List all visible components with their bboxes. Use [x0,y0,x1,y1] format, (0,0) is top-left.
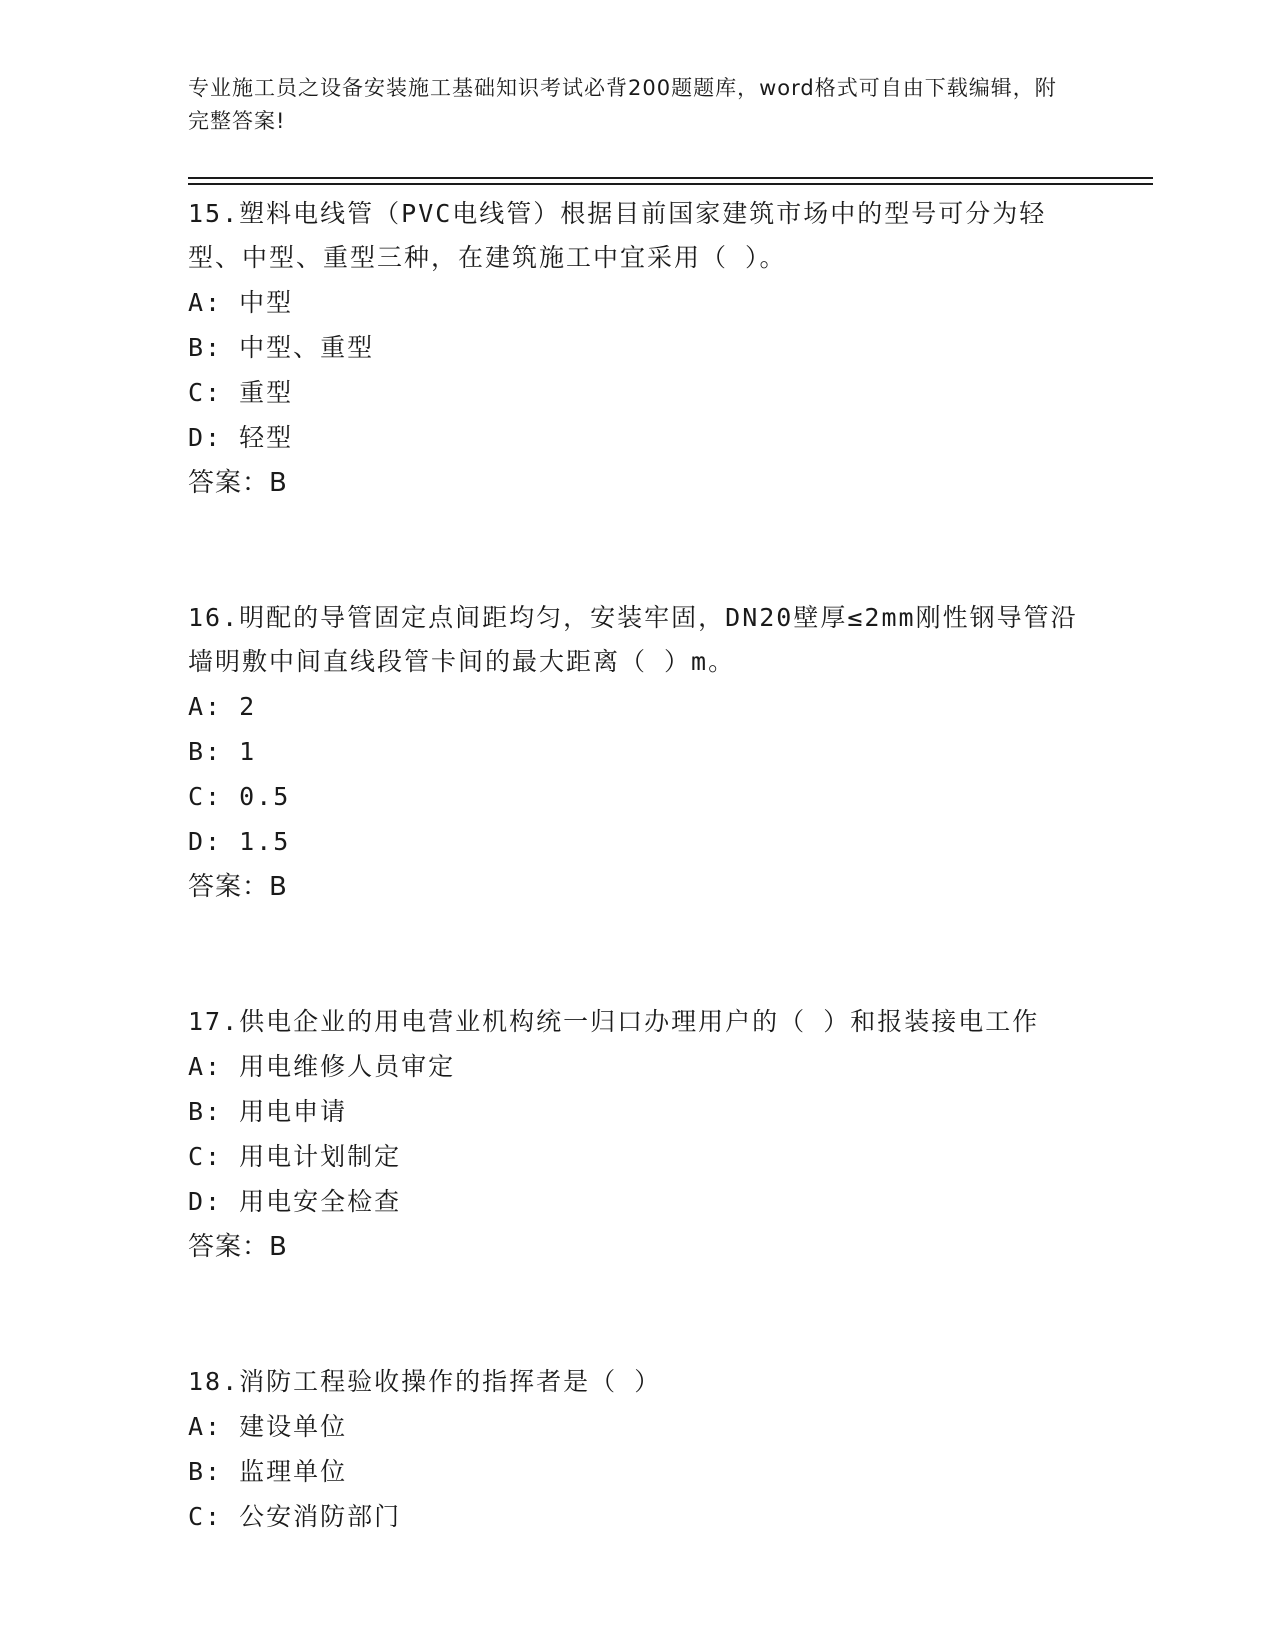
option-c: C: 重型 [188,378,294,407]
option-b: B: 1 [188,737,257,766]
question-item [188,1000,1088,1270]
question-text: 18.消防工程验收操作的指挥者是（ ） [188,1367,662,1396]
document-header: 专业施工员之设备安装施工基础知识考试必背200题题库，word格式可自由下载编辑，附完整答案! [188,76,1057,133]
option-d: D: 轻型 [188,423,294,452]
header-divider-top [188,177,1153,179]
option-b: B: 用电申请 [188,1097,348,1126]
option-d: D: 用电安全检查 [188,1187,402,1216]
question-text: 16.明配的导管固定点间距均匀，安装牢固，DN20壁厚≤2mm刚性钢导管沿墙明敷中间直线段管卡间的最大距离（ ）m。 [188,603,1078,676]
option-b: B: 中型、重型 [188,333,375,362]
option-c: C: 用电计划制定 [188,1142,402,1171]
question-item [188,596,1088,910]
question-text: 17.供电企业的用电营业机构统一归口办理用户的（ ）和报装接电工作 [188,1007,1040,1036]
option-c: C: 公安消防部门 [188,1502,402,1531]
option-a: A: 2 [188,692,257,721]
option-a: A: 建设单位 [188,1412,348,1441]
question-list [188,188,1088,1539]
answer-text: 答案：B [188,468,288,498]
question-text: 15.塑料电线管（PVC电线管）根据目前国家建筑市场中的型号可分为轻型、中型、重型三种，在建筑施工中宜采用（ ）。 [188,199,1047,272]
question-item [188,1360,1088,1539]
option-a: A: 中型 [188,288,294,317]
answer-text: 答案：B [188,872,288,902]
answer-text: 答案：B [188,1232,288,1262]
option-d: D: 1.5 [188,827,291,856]
option-a: A: 用电维修人员审定 [188,1052,456,1081]
header-divider-bottom [188,183,1153,185]
question-item [188,192,1088,506]
option-c: C: 0.5 [188,782,291,811]
option-b: B: 监理单位 [188,1457,348,1486]
